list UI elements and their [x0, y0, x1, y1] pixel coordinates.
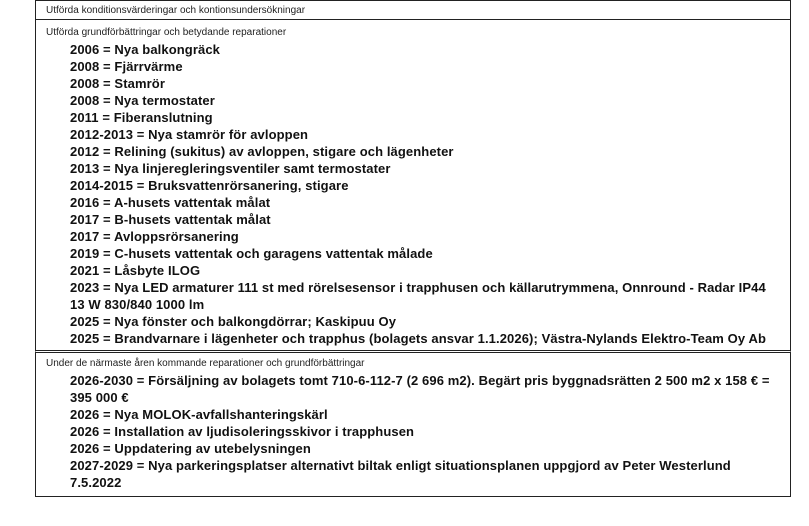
document-page: [35, 0, 791, 497]
list-item: 2006 = Nya balkongräck: [70, 42, 220, 57]
list-item: 2012-2013 = Nya stamrör för avloppen: [70, 127, 309, 142]
list-item: 2021 = Låsbyte ILOG: [70, 263, 201, 278]
list-item: 2013 = Nya linjeregleringsventiler samt termostater: [70, 161, 391, 176]
section-upcoming-renovations: [35, 350, 791, 497]
list-item: 2025 = Nya fönster och balkongdörrar; Kaskipuu Oy: [70, 314, 397, 329]
list-item: 2008 = Nya termostater: [70, 93, 215, 108]
renovation-list: [36, 41, 790, 347]
list-item: 2027-2029 = Nya parkeringsplatser alternativt biltak enligt situationsplanen uppgjord av Peter Westerlund 7.5.2022: [70, 458, 731, 490]
section-heading: Utförda grundförbättringar och betydande reparationer: [46, 27, 287, 38]
section-heading: Under de närmaste åren kommande reparationer och grundförbättringar: [46, 358, 365, 369]
list-item: 2023 = Nya LED armaturer 111 st med rörelsesensor i trapphusen och källarutrymmena, Onnround - Radar IP44 13 W 830/840 1000 lm: [70, 280, 766, 312]
list-item: 2026 = Uppdatering av utebelysningen: [70, 441, 311, 456]
list-item: 2026 = Nya MOLOK-avfallshanteringskärl: [70, 407, 328, 422]
upcoming-list: [36, 372, 790, 491]
list-item: 2026 = Installation av ljudisoleringsskivor i trapphusen: [70, 424, 415, 439]
list-item: 2016 = A-husets vattentak målat: [70, 195, 271, 210]
list-item: 2017 = B-husets vattentak målat: [70, 212, 271, 227]
list-item: 2008 = Stamrör: [70, 76, 165, 91]
list-item: 2014-2015 = Bruksvattenrörsanering, stigare: [70, 178, 349, 193]
list-item: 2026-2030 = Försäljning av bolagets tomt 710-6-112-7 (2 696 m2). Begärt pris byggnadsrätten 2 500 m2 x 158 € = 395 000 €: [70, 373, 770, 405]
list-item: 2012 = Relining (sukitus) av avloppen, stigare och lägenheter: [70, 144, 454, 159]
list-item: 2025 = Brandvarnare i lägenheter och trapphus (bolagets ansvar 1.1.2026); Västra-Nylands Elektro-Team Oy Ab: [70, 331, 766, 346]
list-item: 2011 = Fiberanslutning: [70, 110, 213, 125]
section-heading: Utförda konditionsvärderingar och kontionsundersökningar: [46, 5, 306, 16]
section-completed-renovations: [35, 19, 791, 350]
list-item: 2019 = C-husets vattentak och garagens vattentak målade: [70, 246, 433, 261]
section-condition-assessments: [35, 0, 791, 19]
list-item: 2017 = Avloppsrörsanering: [70, 229, 239, 244]
list-item: 2008 = Fjärrvärme: [70, 59, 183, 74]
